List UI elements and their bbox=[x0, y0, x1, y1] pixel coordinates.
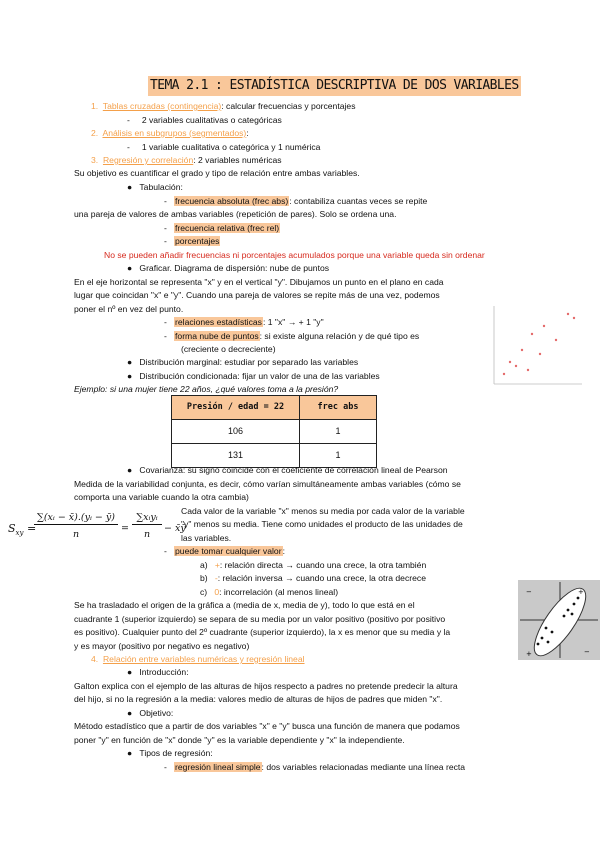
list-item: - 1 variable cualitativa o categórica y 1 numérica bbox=[127, 142, 321, 152]
paragraph: "y" menos su media. Tiene como unidades el producto de las unidades de bbox=[181, 519, 463, 529]
section-link[interactable]: Análisis en subgrupos (segmentados) bbox=[102, 128, 247, 138]
page-title: TEMA 2.1 : ESTADÍSTICA DESCRIPTIVA DE DOS VARIABLES bbox=[148, 76, 521, 96]
list-item: ● Distribución condicionada: fijar un valor de una de las variables bbox=[127, 371, 380, 381]
list-item: - puede tomar cualquier valor: bbox=[164, 546, 285, 556]
warning-text: No se pueden añadir frecuencias ni porcentajes acumulados porque una variable queda sin ordenar bbox=[104, 250, 485, 260]
table-row: 131 1 bbox=[172, 444, 377, 468]
paragraph: Método estadístico que a partir de dos variables "x" e "y" busca una función de manera que podamos bbox=[74, 721, 460, 731]
list-item: - relaciones estadísticas: 1 "x" → + 1 "y" bbox=[164, 317, 324, 327]
paragraph: Medida de la variabilidad conjunta, es decir, cómo varían simultáneamente ambas variables (cómo se bbox=[74, 479, 461, 489]
section-link[interactable]: Regresión y correlación bbox=[102, 155, 194, 165]
section-number: 1. bbox=[91, 101, 99, 111]
list-item: - regresión lineal simple: dos variables relacionadas mediante una línea recta bbox=[164, 762, 466, 772]
list-item: ● Tipos de regresión: bbox=[127, 748, 213, 758]
section-3: 3. Regresión y correlación: 2 variables numéricas bbox=[91, 155, 282, 165]
list-item: ● Covarianza: su signo coincide con el coeficiente de correlación lineal de Pearson bbox=[127, 465, 448, 475]
paragraph: poner "y" en función de "x" donde "y" es la variable dependiente y "x" la independiente. bbox=[74, 735, 405, 745]
covariance-formula: $S_{xy}$ = ∑(xᵢ − x̄).(yᵢ − ȳ) n = ∑xᵢyᵢ n − x̄ȳ bbox=[8, 512, 186, 540]
section-link[interactable]: Tablas cruzadas (contingencia) bbox=[102, 101, 222, 111]
paragraph: una pareja de valores de ambas variables (repetición de pares). Solo se ordena una. bbox=[74, 209, 397, 219]
list-item: - porcentajes bbox=[164, 236, 220, 246]
list-item: ● Introducción: bbox=[127, 667, 189, 677]
paragraph: del hijo, si no la regresión a la media: valores medio de alturas de hijos de padres que miden "x". bbox=[74, 694, 443, 704]
section-1: 1. Tablas cruzadas (contingencia): calcular frecuencias y porcentajes bbox=[91, 101, 356, 111]
list-item: ● Graficar. Diagrama de dispersión: nube de puntos bbox=[127, 263, 330, 273]
scatter-plot-image bbox=[484, 300, 586, 394]
paragraph: Galton explica con el ejemplo de las alturas de hijos respecto a padres no pretende predecir la altura bbox=[74, 681, 458, 691]
paragraph: y es mayor (positivo por negativo es negativo) bbox=[74, 641, 250, 651]
list-item: - forma nube de puntos: si existe alguna relación y de qué tipo es bbox=[164, 331, 420, 341]
section-2: 2. Análisis en subgrupos (segmentados): bbox=[91, 128, 249, 138]
svg-text:−: − bbox=[526, 588, 532, 596]
list-item: a) +: relación directa → cuando una crece, la otra también bbox=[200, 560, 427, 570]
paragraph: Cada valor de la variable "x" menos su media por cada valor de la variable bbox=[181, 506, 465, 516]
paragraph: poner el nº en vez del punto. bbox=[74, 304, 184, 314]
example-text: Ejemplo: si una mujer tiene 22 años, ¿qué valores toma a la presión? bbox=[74, 384, 339, 394]
quadrant-diagram-image bbox=[518, 580, 600, 660]
svg-text:+: + bbox=[578, 588, 584, 596]
list-item: ● Distribución marginal: estudiar por separado las variables bbox=[127, 357, 359, 367]
list-item: ● Tabulación: bbox=[127, 182, 183, 192]
list-item: - frecuencia absoluta (frec abs): contabiliza cuantas veces se repite bbox=[164, 196, 428, 206]
paragraph: Se ha trasladado el origen de la gráfica a (media de x, media de y), todo lo que está en el bbox=[74, 600, 415, 610]
svg-text:−: − bbox=[584, 648, 590, 656]
paragraph: lugar que coincidan "x" e "y". Cuando una pareja de valores se repite más de una vez, podemos bbox=[74, 290, 440, 300]
paragraph: es positivo). Cualquier punto del 2º cuadrante (superior izquierdo), la x es menor que su media y la bbox=[74, 627, 451, 637]
paragraph: (creciente o decreciente) bbox=[181, 344, 276, 354]
list-item: ● Objetivo: bbox=[127, 708, 174, 718]
paragraph: cuadrante 1 (superior izquierdo) se separa de su media por un valor positivo (positivo por positivo bbox=[74, 614, 446, 624]
table-header: Presión / edad = 22 bbox=[172, 396, 300, 420]
paragraph: En el eje horizontal se representa "x" y en el vertical "y". Dibujamos un punto en el plano en cada bbox=[74, 277, 444, 287]
table-row: 106 1 bbox=[172, 420, 377, 444]
paragraph: las variables. bbox=[181, 533, 232, 543]
frequency-table bbox=[171, 395, 377, 468]
section-link[interactable]: Relación entre variables numéricas y regresión lineal bbox=[102, 654, 305, 664]
list-item: b) -: relación inversa → cuando una crece, la otra decrece bbox=[200, 573, 426, 583]
paragraph: Su objetivo es cuantificar el grado y tipo de relación entre ambas variables. bbox=[74, 168, 360, 178]
list-item: c) 0: incorrelación (al menos lineal) bbox=[200, 587, 339, 597]
list-item: - 2 variables cualitativas o categóricas bbox=[127, 115, 282, 125]
section-4: 4. Relación entre variables numéricas y regresión lineal bbox=[91, 654, 305, 664]
paragraph: comporta una variable cuando la otra cambia) bbox=[74, 492, 249, 502]
list-item: - frecuencia relativa (frec rel) bbox=[164, 223, 280, 233]
table-header: frec abs bbox=[300, 396, 377, 420]
svg-text:+: + bbox=[526, 650, 532, 658]
